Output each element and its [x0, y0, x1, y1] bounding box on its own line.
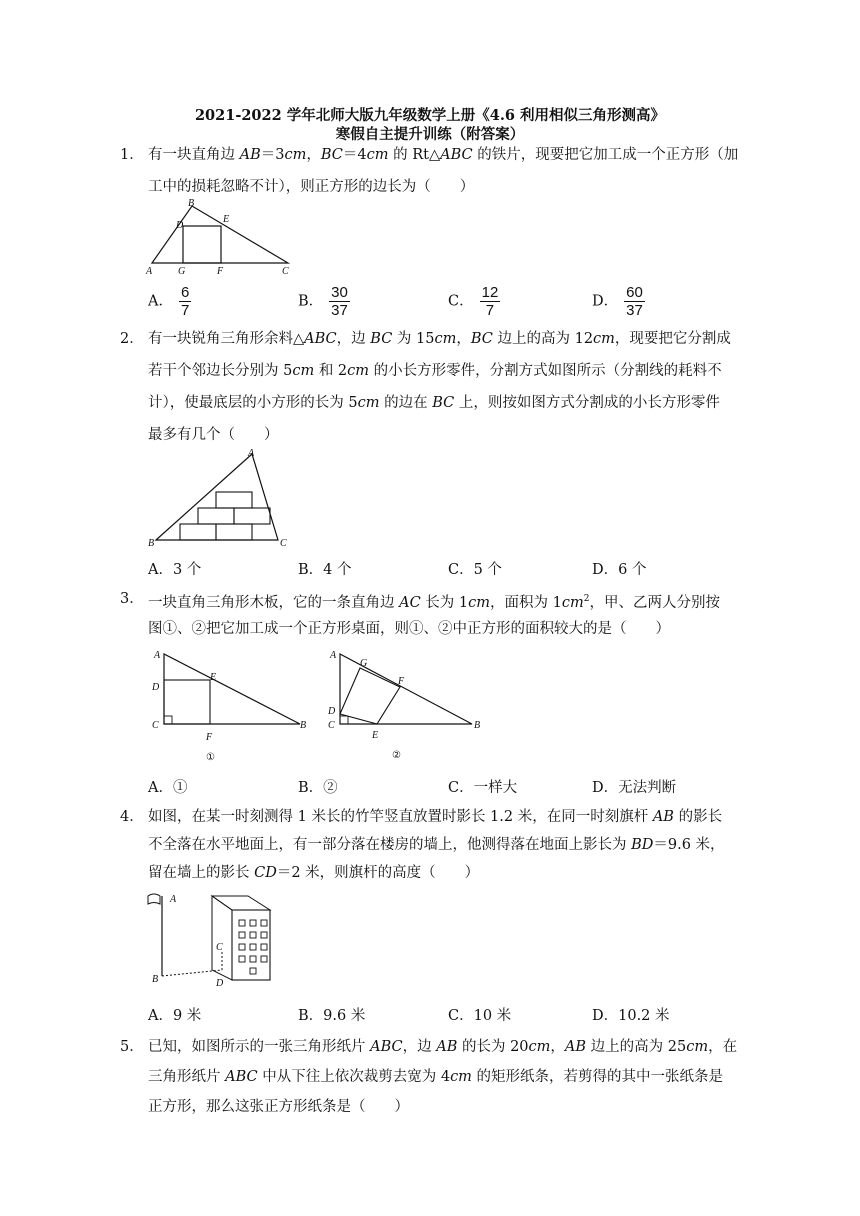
- label-C: C: [328, 720, 335, 731]
- label-C: C: [280, 538, 287, 548]
- question-text-line: 三角形纸片 ABC 中从下往上依次裁剪去宽为 4cm 的矩形纸条，若剪得的其中一张纸条是: [148, 1069, 724, 1085]
- question-text-line: 正方形，那么这张正方形纸条是（ ）: [148, 1099, 409, 1115]
- question-text-line: 已知，如图所示的一张三角形纸片 ABC，边 AB 的长为 20cm，AB 边上的高为 25cm，在: [148, 1039, 738, 1055]
- question-text-line: 最多有几个（ ）: [148, 427, 279, 443]
- fraction: $\frac{6}{7}$: [180, 284, 190, 319]
- question-3: [120, 584, 760, 644]
- question-text-line: 一块直角三角形木板，它的一条直角边 AC 长为 1cm，面积为 $1cm^2$，甲、乙两人分别按: [148, 594, 720, 611]
- option-c[interactable]: C．一样大: [448, 780, 518, 796]
- label-B: B: [148, 538, 155, 548]
- question-number: 2．: [120, 331, 144, 347]
- figure-number: ①: [206, 752, 215, 763]
- label-E: E: [210, 672, 217, 683]
- question-text-line: 有一块直角边 AB＝3cm，BC＝4cm 的 Rt△ABC 的铁片，现要把它加工成一个正方形（加: [148, 147, 739, 163]
- option-c[interactable]: C．10 米: [448, 1008, 512, 1024]
- doc-title-line2: 寒假自主提升训练（附答案）: [335, 126, 525, 143]
- fraction: $\frac{30}{37}$: [331, 284, 348, 319]
- label-C: C: [152, 720, 159, 731]
- label-A: A: [330, 650, 337, 661]
- label-F: F: [217, 266, 224, 276]
- option-b[interactable]: B．②: [298, 780, 338, 796]
- question-5: [120, 1032, 760, 1124]
- option-d[interactable]: D．10.2 米: [592, 1008, 670, 1024]
- label-D: D: [216, 978, 224, 989]
- label-F: F: [206, 732, 213, 743]
- question-text-line: 有一块锐角三角形余料△ABC，边 BC 为 15cm，BC 边上的高为 12cm，现要把它分割成: [148, 331, 731, 347]
- question-number: 4．: [120, 809, 144, 825]
- q3-figure-1: [140, 644, 315, 766]
- label-B: B: [188, 198, 195, 209]
- figure-number: ②: [392, 750, 401, 761]
- label-A: A: [248, 448, 255, 459]
- q3-figure-2: [322, 644, 492, 766]
- label-A: A: [170, 894, 177, 905]
- option-a[interactable]: A． $\frac{6}{7}$: [148, 284, 190, 319]
- fraction: $\frac{60}{37}$: [626, 284, 643, 319]
- question-2: [120, 324, 760, 448]
- option-c[interactable]: C． $\frac{12}{7}$: [448, 284, 499, 319]
- label-D: D: [152, 682, 160, 693]
- label-G: G: [360, 658, 368, 669]
- label-B: B: [300, 720, 307, 731]
- option-c[interactable]: C．5 个: [448, 562, 502, 578]
- question-text-line: 工中的损耗忽略不计），则正方形的边长为（ ）: [148, 179, 475, 195]
- q2-figure: [142, 448, 302, 548]
- question-text-line: 计），使最底层的小方形的长为 5cm 的边在 BC 上，则按如图方式分割成的小长方形零件: [148, 395, 720, 411]
- question-text-line: 不全落在水平地面上，有一部分落在楼房的墙上，他测得落在地面上影长为 BD＝9.6 米，: [148, 837, 725, 853]
- question-number: 5．: [120, 1039, 144, 1055]
- label-D: D: [328, 706, 336, 717]
- q1-figure: [140, 198, 300, 276]
- label-G: G: [178, 266, 186, 276]
- question-text-line: 如图，在某一时刻测得 1 米长的竹竿竖直放置时影长 1.2 米，在同一时刻旗杆 AB 的影长: [148, 809, 723, 825]
- label-E: E: [223, 214, 230, 225]
- option-d[interactable]: D． $\frac{60}{37}$: [592, 284, 643, 319]
- q4-figure: [140, 888, 290, 994]
- fraction: $\frac{12}{7}$: [481, 284, 499, 319]
- question-4: [120, 802, 760, 892]
- option-b[interactable]: B． $\frac{30}{37}$: [298, 284, 348, 319]
- question-text-line: 留在墙上的影长 CD＝2 米，则旗杆的高度（ ）: [148, 865, 480, 881]
- option-b[interactable]: B．9.6 米: [298, 1008, 366, 1024]
- label-C: C: [216, 942, 223, 953]
- label-B: B: [152, 974, 159, 985]
- label-A: A: [154, 650, 161, 661]
- label-A: A: [146, 266, 153, 276]
- question-text-line: 若干个邻边长分别为 5cm 和 2cm 的小长方形零件，分割方式如图所示（分割线的耗料不: [148, 363, 722, 379]
- option-a[interactable]: A．9 米: [148, 1008, 202, 1024]
- option-a[interactable]: A．3 个: [148, 562, 202, 578]
- label-B: B: [474, 720, 481, 731]
- option-b[interactable]: B．4 个: [298, 562, 352, 578]
- question-number: 3．: [120, 591, 144, 607]
- label-C: C: [282, 266, 289, 276]
- option-a[interactable]: A．①: [148, 780, 188, 796]
- question-number: 1．: [120, 147, 144, 163]
- label-F: F: [398, 676, 405, 687]
- doc-title-line1: 2021-2022 学年北师大版九年级数学上册《4.6 利用相似三角形测高》: [194, 107, 666, 124]
- question-text-line: 图①、②把它加工成一个正方形桌面，则①、②中正方形的面积较大的是（ ）: [148, 621, 670, 637]
- option-d[interactable]: D．6 个: [592, 562, 647, 578]
- option-d[interactable]: D．无法判断: [592, 780, 677, 796]
- label-E: E: [372, 730, 379, 741]
- label-D: D: [176, 220, 184, 231]
